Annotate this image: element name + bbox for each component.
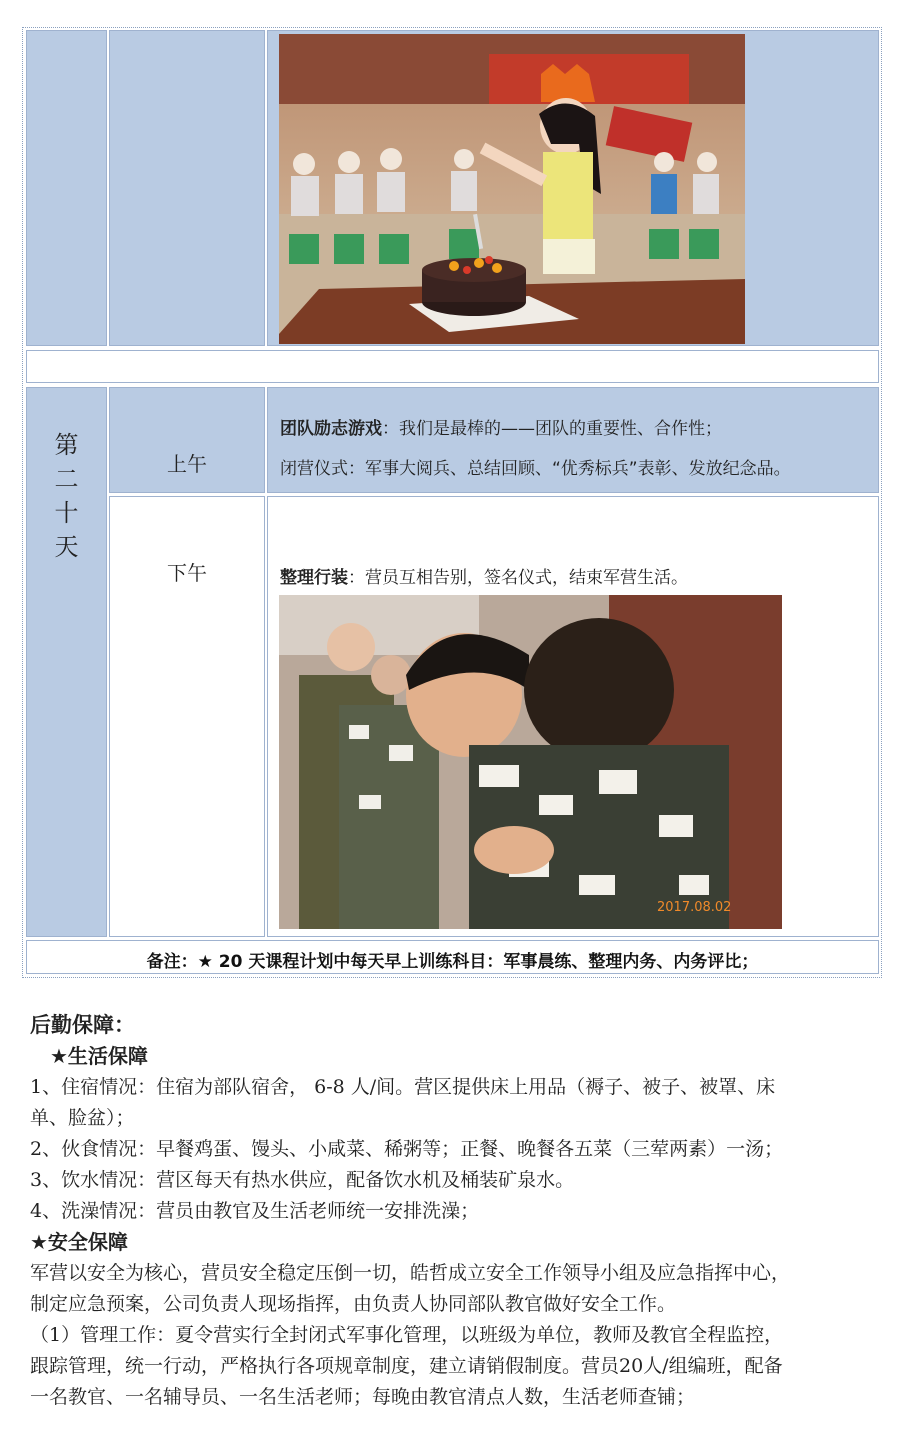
safety-line: 跟踪管理，统一行动，严格执行各项规章制度，建立请销假制度。营员20人/组编班，配备 bbox=[30, 1355, 783, 1377]
life-item-line: 4、洗澡情况：营员由教官及生活老师统一安排洗澡； bbox=[30, 1200, 480, 1222]
farewell-hug-illustration bbox=[279, 595, 782, 929]
schedule-table bbox=[22, 27, 882, 978]
row1-col3 bbox=[267, 30, 879, 346]
note-text: 备注：★ 20 天课程计划中每天早上训练科目：军事晨练、整理内务、内务评比； bbox=[146, 952, 759, 972]
logistics-section bbox=[30, 1010, 875, 1413]
life-item-line: 单、脸盆）； bbox=[30, 1107, 135, 1129]
farewell-hug-photo bbox=[279, 595, 782, 929]
photo-date-stamp: 2017.08.02 bbox=[657, 900, 732, 915]
safety-line: 一名教官、一名辅导员、一名生活老师；每晚由教官清点人数，生活老师查铺； bbox=[30, 1386, 696, 1408]
life-security-title: ★生活保障 bbox=[50, 1044, 148, 1068]
safety-line: 军营以安全为核心，营员安全稳定压倒一切，皓哲成立安全工作领导小组及应急指挥中心， bbox=[30, 1262, 791, 1284]
afternoon-period-cell bbox=[109, 496, 265, 937]
afternoon-content-cell bbox=[267, 496, 879, 937]
safety-security-title: ★安全保障 bbox=[30, 1230, 128, 1254]
cake-cutting-illustration bbox=[279, 34, 745, 344]
morning-line-1: 团队励志游戏：我们是最棒的——团队的重要性、合作性； bbox=[280, 419, 722, 439]
safety-line: （1）管理工作：夏令营实行全封闭式军事化管理，以班级为单位，教师及教官全程监控， bbox=[30, 1324, 784, 1346]
logistics-title: 后勤保障： bbox=[30, 1013, 135, 1037]
spacer-row bbox=[26, 350, 879, 383]
life-item-line: 3、饮水情况：营区每天有热水供应，配备饮水机及桶装矿泉水。 bbox=[30, 1169, 575, 1191]
morning-period-cell bbox=[109, 387, 265, 493]
day-label: 第 二 十 天 bbox=[54, 431, 79, 561]
morning-period-label: 上午 bbox=[167, 452, 207, 476]
note-row bbox=[26, 940, 879, 974]
afternoon-line-1: 整理行装：营员互相告别，签名仪式，结束军营生活。 bbox=[280, 568, 688, 588]
safety-line: 制定应急预案，公司负责人现场指挥，由负责人协同部队教官做好安全工作。 bbox=[30, 1293, 677, 1315]
morning-line-2: 闭营仪式：军事大阅兵、总结回顾、“优秀标兵”表彰、发放纪念品。 bbox=[280, 459, 791, 479]
day-label-cell bbox=[26, 387, 107, 937]
morning-content-cell bbox=[267, 387, 879, 493]
cake-cutting-photo bbox=[279, 34, 745, 344]
row1-col1 bbox=[26, 30, 107, 346]
life-item-line: 1、住宿情况：住宿为部队宿舍， 6-8 人/间。营区提供床上用品（褥子、被子、被罩、床 bbox=[30, 1076, 776, 1098]
afternoon-period-label: 下午 bbox=[167, 561, 207, 585]
row1-col2 bbox=[109, 30, 265, 346]
life-item-line: 2、伙食情况：早餐鸡蛋、馒头、小咸菜、稀粥等；正餐、晚餐各五菜（三荤两素）一汤； bbox=[30, 1138, 784, 1160]
